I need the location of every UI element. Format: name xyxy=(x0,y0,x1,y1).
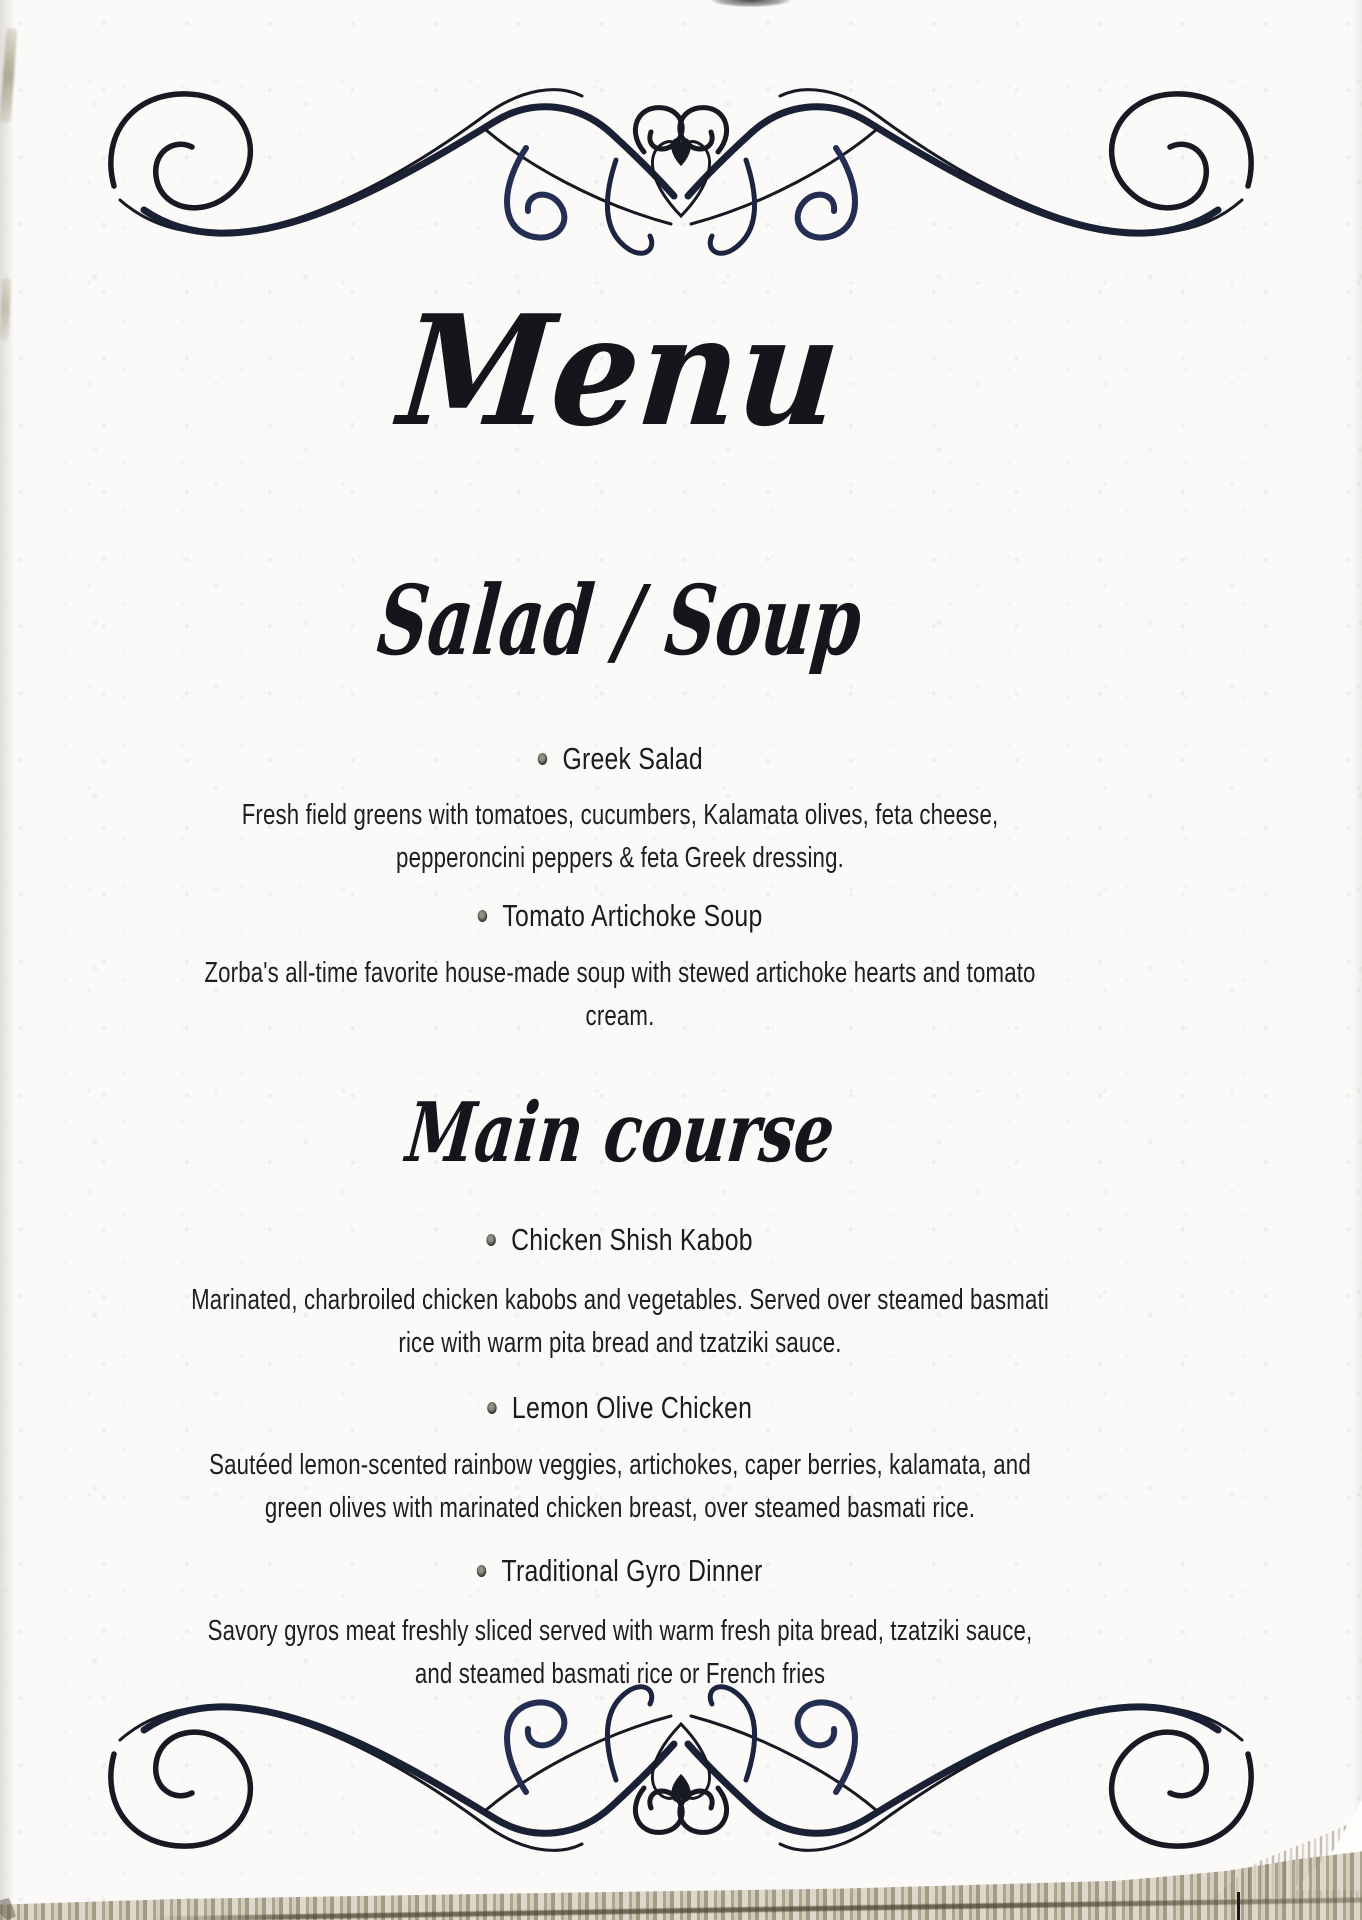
item-name-tomato-artichoke-soup: Tomato Artichoke Soup xyxy=(502,898,763,933)
desc-line: Savory gyros meat freshly sliced served with warm fresh pita bread, tzatziki sauce, xyxy=(207,1615,1033,1647)
desc-line: pepperoncini peppers & feta Greek dressing. xyxy=(396,842,844,874)
scan-bottom-ink-tick xyxy=(1237,1892,1240,1920)
item-desc-chicken-shish-kabob xyxy=(0,1279,1240,1365)
item-desc-greek-salad xyxy=(0,794,1240,880)
bullet-icon xyxy=(487,1234,497,1246)
bullet-icon xyxy=(487,1402,497,1414)
bullet-icon xyxy=(477,1565,487,1577)
item-desc-lemon-olive-chicken xyxy=(0,1444,1240,1530)
menu-item-lemon-olive-chicken xyxy=(0,1390,1240,1426)
menu-item-chicken-shish-kabob xyxy=(0,1222,1240,1258)
desc-line: Sautéed lemon-scented rainbow veggies, artichokes, caper berries, kalamata, and xyxy=(209,1449,1031,1481)
section-heading-main-course: Main course xyxy=(401,1085,839,1181)
desc-line: Marinated, charbroiled chicken kabobs and vegetables. Served over steamed basmati xyxy=(191,1284,1049,1316)
desc-line: green olives with marinated chicken breast, over steamed basmati rice. xyxy=(264,1492,976,1524)
item-name-traditional-gyro-dinner: Traditional Gyro Dinner xyxy=(501,1553,763,1588)
page-title: Menu xyxy=(392,281,848,460)
desc-line: Zorba's all-time favorite house-made soup with stewed artichoke hearts and tomato xyxy=(204,957,1036,989)
scan-top-ink-mark xyxy=(712,0,790,7)
bullet-icon xyxy=(478,910,488,922)
flourish-bottom-ornament xyxy=(50,1678,1312,1906)
item-desc-tomato-artichoke-soup xyxy=(0,952,1240,1038)
bullet-icon xyxy=(537,753,547,765)
desc-line: Fresh field greens with tomatoes, cucumbers, Kalamata olives, feta cheese, xyxy=(241,799,999,831)
section-heading-salad-soup: Salad / Soup xyxy=(373,564,867,677)
menu-item-greek-salad xyxy=(0,741,1240,777)
desc-line: cream. xyxy=(585,1000,655,1032)
menu-item-tomato-artichoke-soup xyxy=(0,898,1240,934)
desc-line: rice with warm pita bread and tzatziki sauce. xyxy=(398,1327,842,1359)
menu-item-traditional-gyro-dinner xyxy=(0,1553,1240,1589)
scan-right-edge-shadow xyxy=(1352,0,1362,1920)
flourish-top-ornament xyxy=(50,34,1312,262)
item-name-lemon-olive-chicken: Lemon Olive Chicken xyxy=(512,1390,753,1425)
item-name-chicken-shish-kabob: Chicken Shish Kabob xyxy=(511,1222,754,1257)
desc-line: and steamed basmati rice or French fries xyxy=(414,1658,826,1690)
item-name-greek-salad: Greek Salad xyxy=(562,741,703,776)
